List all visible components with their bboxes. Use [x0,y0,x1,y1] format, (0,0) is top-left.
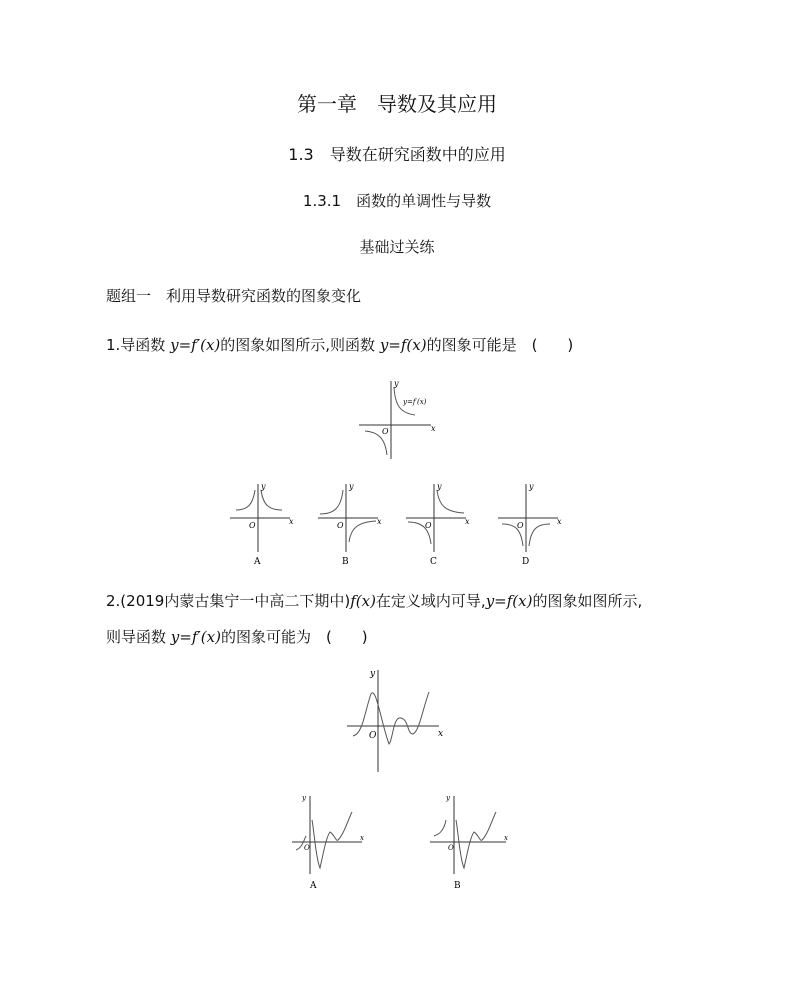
chapter-title: 第一章 导数及其应用 [297,92,497,116]
q1-option-a [226,480,298,570]
curve-right [349,521,376,542]
x-label: x [504,834,508,842]
group-title: 题组一 利用导数研究函数的图象变化 [106,287,362,305]
q2-option-a [288,790,368,890]
subsection-title: 1.3.1 函数的单调性与导数 [302,192,492,210]
y-label: y [370,669,376,679]
q1-func-derivative: y=f′(x) [170,336,221,354]
curve-right [529,524,550,546]
q2-line2-prefix: 则导函数 [106,628,171,646]
origin-label: O [337,521,344,530]
q1-option-d [494,480,566,570]
option-label: D [522,557,530,567]
curve [296,812,352,868]
q2-line2-suffix: 的图象可能为 ( ) [220,628,368,646]
question-2-line-1 [106,590,642,611]
question-2-line-2 [106,626,368,647]
x-label: x [360,834,364,842]
x-label: x [557,517,562,526]
option-label: A [254,557,261,567]
curve-left [320,490,343,514]
curve-left [236,490,255,510]
option-label: B [342,557,349,567]
origin-label: O [517,521,524,530]
origin-label: O [382,427,389,436]
q2-func-2: y=f(x) [485,592,533,610]
q1-suffix: 的图象可能是 ( ) [426,336,574,354]
curve-label: y=f′(x) [403,398,427,406]
q2-derivative: y=f′(x) [170,628,221,646]
y-label: y [261,482,266,491]
exercise-level: 基础过关练 [359,238,435,256]
section-title: 1.3 导数在研究函数中的应用 [288,145,506,164]
q2-option-b [426,790,512,890]
x-label: x [438,729,444,739]
question-1-text [106,334,573,355]
origin-label: O [448,844,454,852]
q2-mid: 在定义域内可导, [375,592,486,610]
curve [434,812,496,868]
y-label: y [529,482,534,491]
origin-label: O [425,521,432,530]
x-label: x [465,517,470,526]
x-label: x [289,517,294,526]
origin-label: O [249,521,256,530]
y-label: y [394,379,399,388]
y-label: y [349,482,354,491]
origin-label: O [369,731,377,741]
q2-func: f(x) [350,592,376,610]
y-label: y [302,794,306,802]
curve-right [261,490,282,510]
q2-main-figure [343,664,449,774]
y-label: y [437,482,442,491]
q1-main-figure [355,375,445,461]
q2-suffix: 的图象如图所示, [532,592,643,610]
y-label: y [446,794,450,802]
q1-option-c [402,480,474,570]
option-label: A [310,881,317,890]
q1-prefix: 1.导函数 [106,336,171,354]
curve [353,692,429,744]
option-label: B [454,881,461,890]
q1-option-b [314,480,386,570]
origin-label: O [304,844,310,852]
q1-func: y=f(x) [379,336,427,354]
x-label: x [377,517,382,526]
q2-source: 2.(2019内蒙古集宁一中高二下期中) [106,592,351,610]
option-label: C [430,557,437,567]
curve-right [437,490,464,513]
x-label: x [431,424,436,433]
q1-mid: 的图象如图所示,则函数 [220,336,380,354]
